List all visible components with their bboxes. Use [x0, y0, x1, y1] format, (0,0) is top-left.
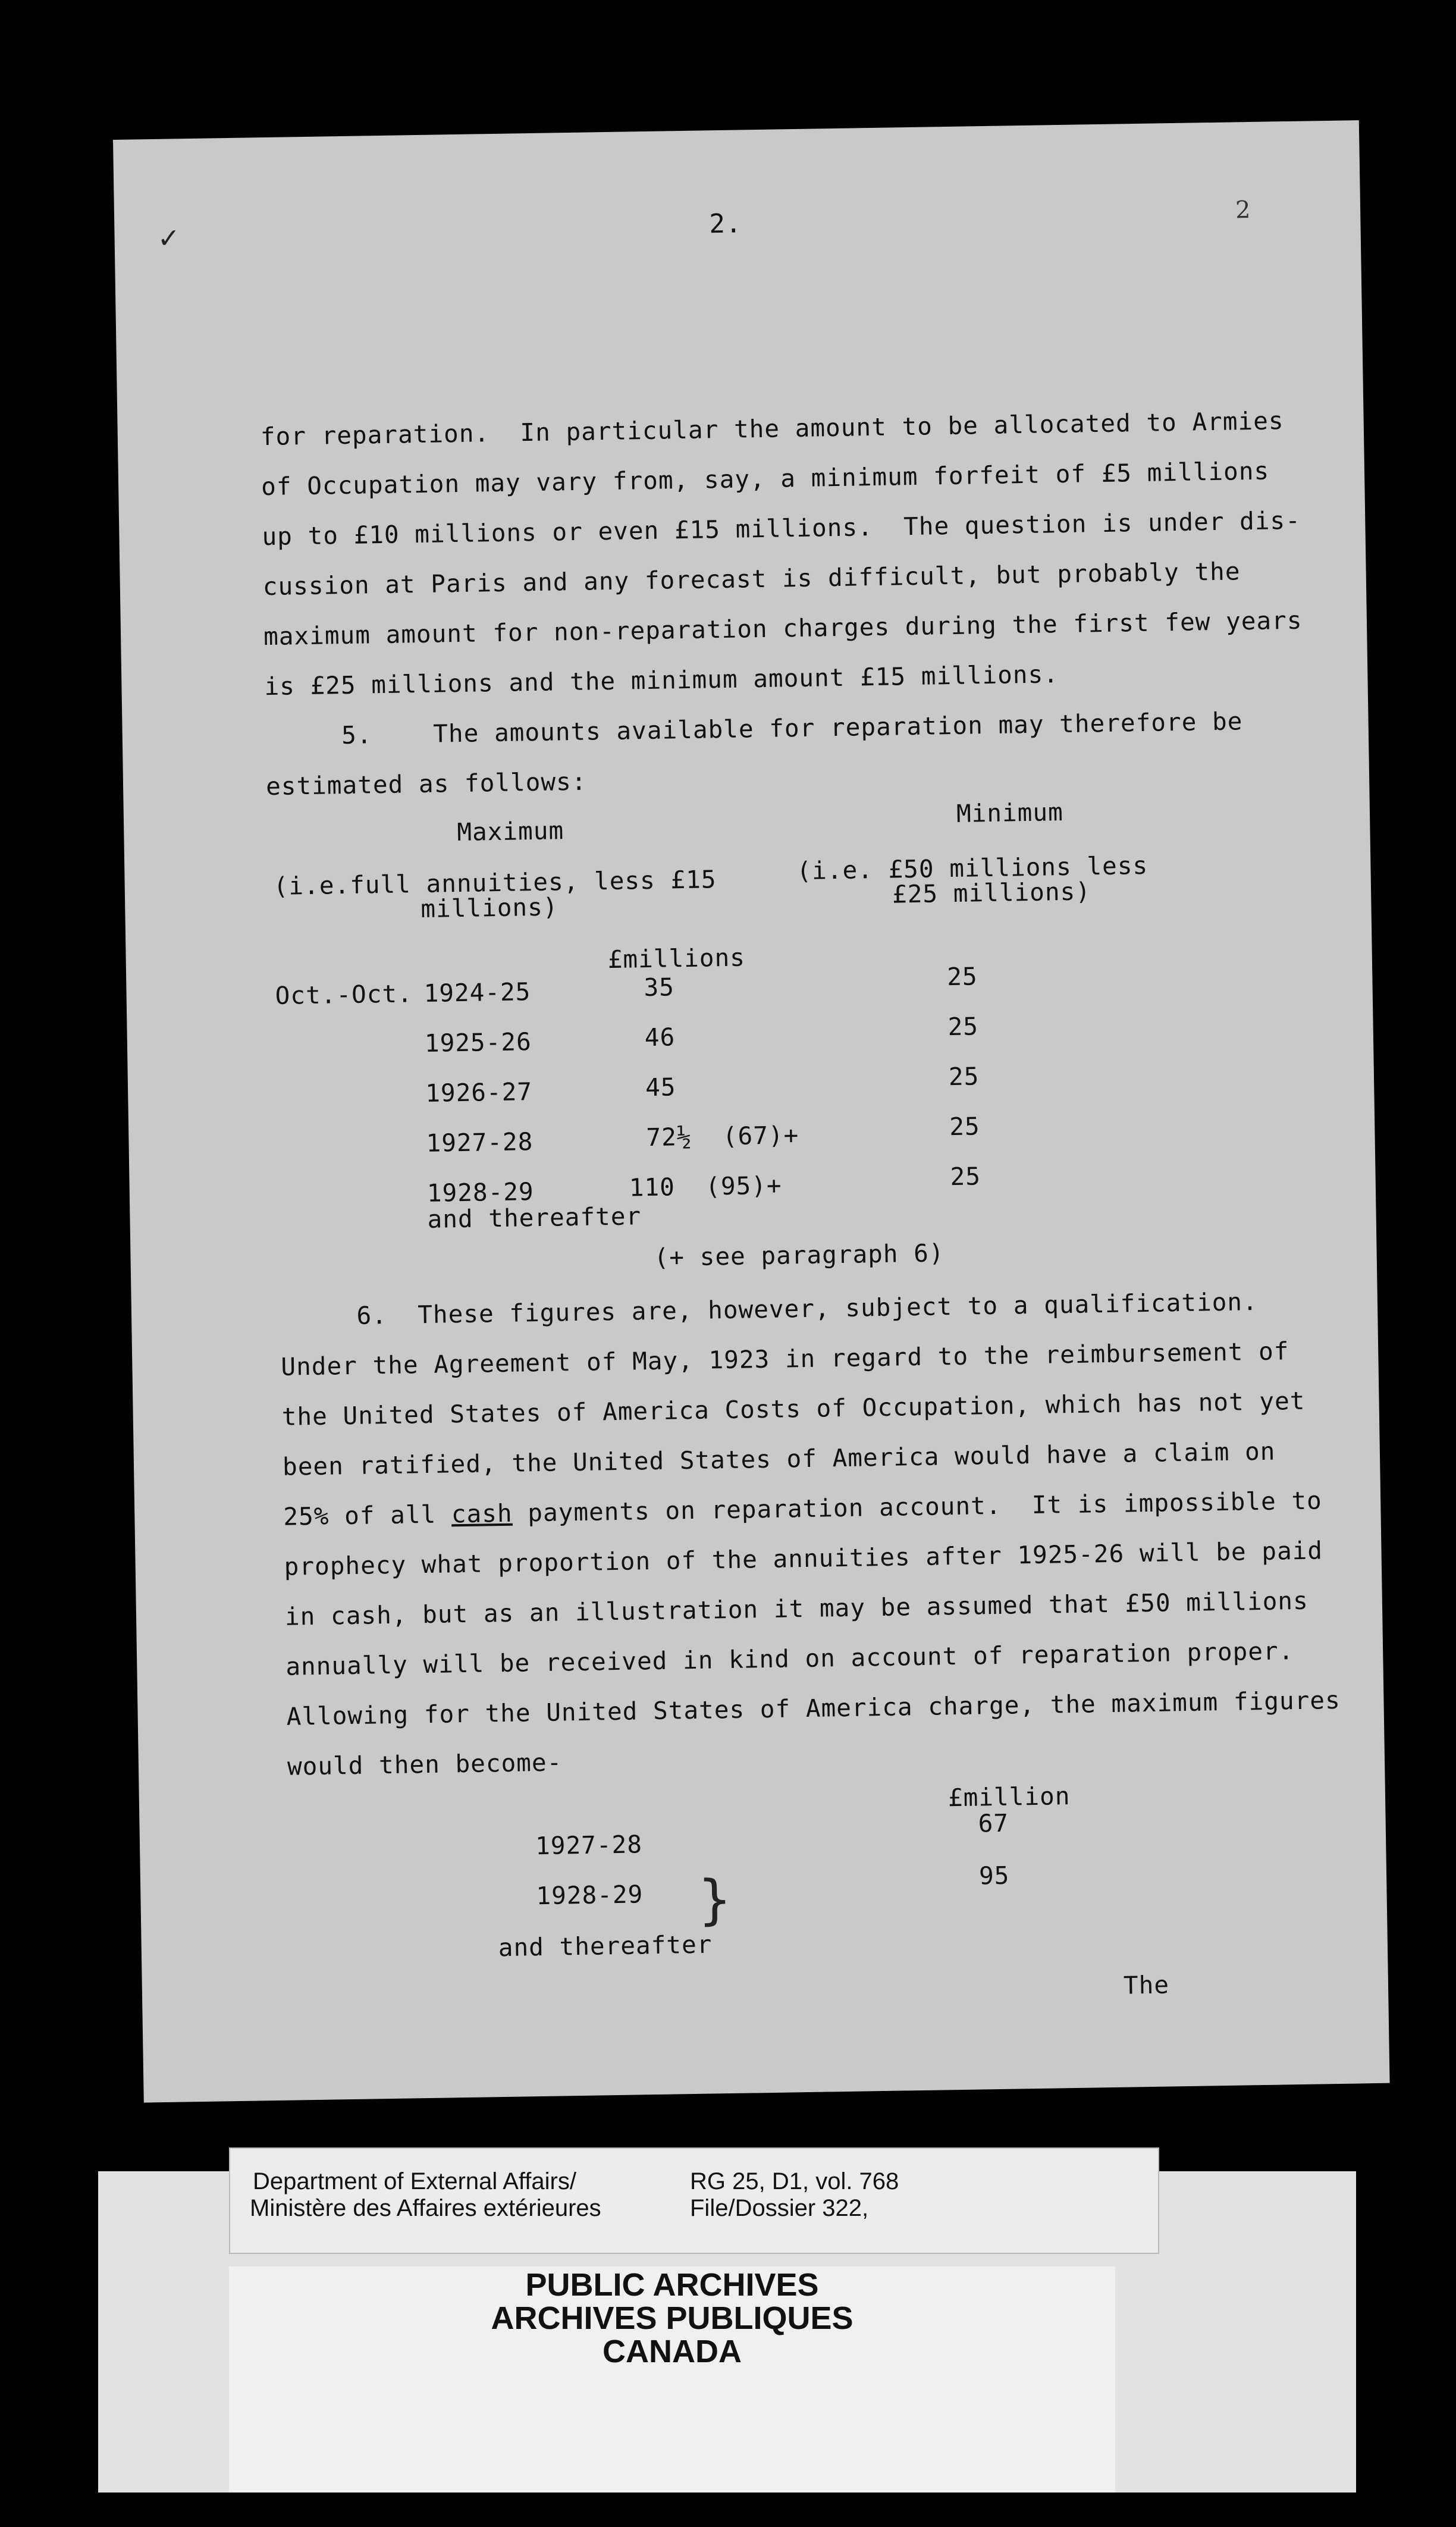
typed-page: [113, 120, 1390, 2102]
units-label: £millions: [607, 943, 746, 974]
para6-cash-before: 25% of all: [283, 1500, 452, 1531]
para4-line: of Occupation may vary from, say, a minimum forfeit of £5 millions: [261, 456, 1270, 501]
table-year: 1925-26: [424, 1027, 532, 1058]
pencil-folio-number: 2: [1235, 196, 1251, 224]
table2-value: 95: [978, 1861, 1010, 1890]
table-min-value: 25: [946, 962, 978, 992]
corner-check-mark: ✓: [159, 220, 179, 256]
record-group-reference: RG 25, D1, vol. 768: [690, 2168, 899, 2194]
table-min-value: 25: [950, 1162, 981, 1192]
para6-line: in cash, but as an illustration it may be assumed that £50 millions: [284, 1586, 1309, 1631]
para6-line: Under the Agreement of May, 1923 in regard to the reimbursement of: [281, 1337, 1289, 1381]
para6-cash-after: payments on reparation account. It is impossible to: [512, 1486, 1323, 1528]
table-max-value: 35: [644, 973, 675, 1002]
para6-line: would then become-: [287, 1748, 563, 1781]
para4-line: for reparation. In particular the amount to be allocated to Armies: [260, 406, 1284, 452]
para5-line: estimated as follows:: [265, 767, 587, 801]
table-max-value: 45: [645, 1073, 676, 1102]
archive-stamp-line2: ARCHIVES PUBLIQUES: [491, 2300, 853, 2336]
minimum-header: Minimum: [956, 798, 1064, 828]
maximum-header: Maximum: [456, 816, 564, 847]
table2-thereafter: and thereafter: [498, 1930, 713, 1962]
file-reference: File/Dossier 322,: [690, 2195, 869, 2221]
table-year: 1928-29: [426, 1177, 535, 1208]
table-max-value: 46: [644, 1023, 676, 1052]
table-max-value: 72½ (67)+: [646, 1121, 799, 1152]
para4-line: up to £10 millions or even £15 millions. The question is under dis-: [262, 506, 1301, 551]
department-french: Ministère des Affaires extérieures: [250, 2195, 601, 2221]
archive-stamp-line3: CANADA: [603, 2334, 742, 2369]
underlined-cash: cash: [451, 1498, 513, 1529]
table2-value: 67: [978, 1808, 1009, 1838]
para6-line: 6. These figures are, however, subject to a qualification.: [280, 1287, 1259, 1331]
catchword: The: [1123, 1970, 1170, 2000]
maximum-subheader: (i.e.full annuities, less £15: [273, 865, 717, 901]
para6-line: annually will be received in kind on account of reparation proper.: [285, 1636, 1294, 1681]
table-year: 1926-27: [425, 1077, 533, 1108]
footnote: (+ see paragraph 6): [654, 1239, 944, 1272]
maximum-subheader-2: millions): [420, 892, 558, 924]
table-min-value: 25: [949, 1112, 980, 1142]
para6-line: been ratified, the United States of America would have a claim on: [282, 1437, 1276, 1481]
archive-stamp-line1: PUBLIC ARCHIVES: [525, 2267, 819, 2303]
page-number: 2.: [708, 208, 742, 240]
table-max-value: 110 (95)+: [629, 1171, 782, 1202]
department-english: Department of External Affairs/: [253, 2168, 576, 2194]
table-year: 1924-25: [423, 977, 531, 1008]
curly-brace: }: [698, 1868, 732, 1932]
para4-line: is £25 millions and the minimum amount £15 millions.: [264, 660, 1059, 701]
minimum-subheader: (i.e. £50 millions less: [796, 851, 1149, 886]
table2-year: 1927-28: [535, 1830, 643, 1861]
table2-year: 1928-29: [536, 1880, 644, 1911]
para6-line: the United States of America Costs of Occupation, which has not yet: [281, 1386, 1306, 1431]
table-min-value: 25: [948, 1062, 980, 1092]
period-label: Oct.-Oct.: [275, 979, 413, 1010]
para4-line: cussion at Paris and any forecast is difficult, but probably the: [262, 557, 1241, 601]
para4-line: maximum amount for non-reparation charges during the first few years: [263, 606, 1303, 651]
para6-cash-line: [283, 1487, 1322, 1530]
table2-units: £million: [947, 1782, 1071, 1813]
para6-line: prophecy what proportion of the annuities after 1925-26 will be paid: [284, 1536, 1323, 1581]
para6-line: Allowing for the United States of America charge, the maximum figures: [286, 1685, 1341, 1731]
thereafter-label: and thereafter: [427, 1202, 642, 1234]
table-min-value: 25: [947, 1012, 979, 1042]
table-year: 1927-28: [426, 1127, 534, 1158]
minimum-subheader-2: £25 millions): [892, 877, 1091, 909]
para5-line: 5. The amounts available for reparation may therefore be: [265, 707, 1243, 751]
